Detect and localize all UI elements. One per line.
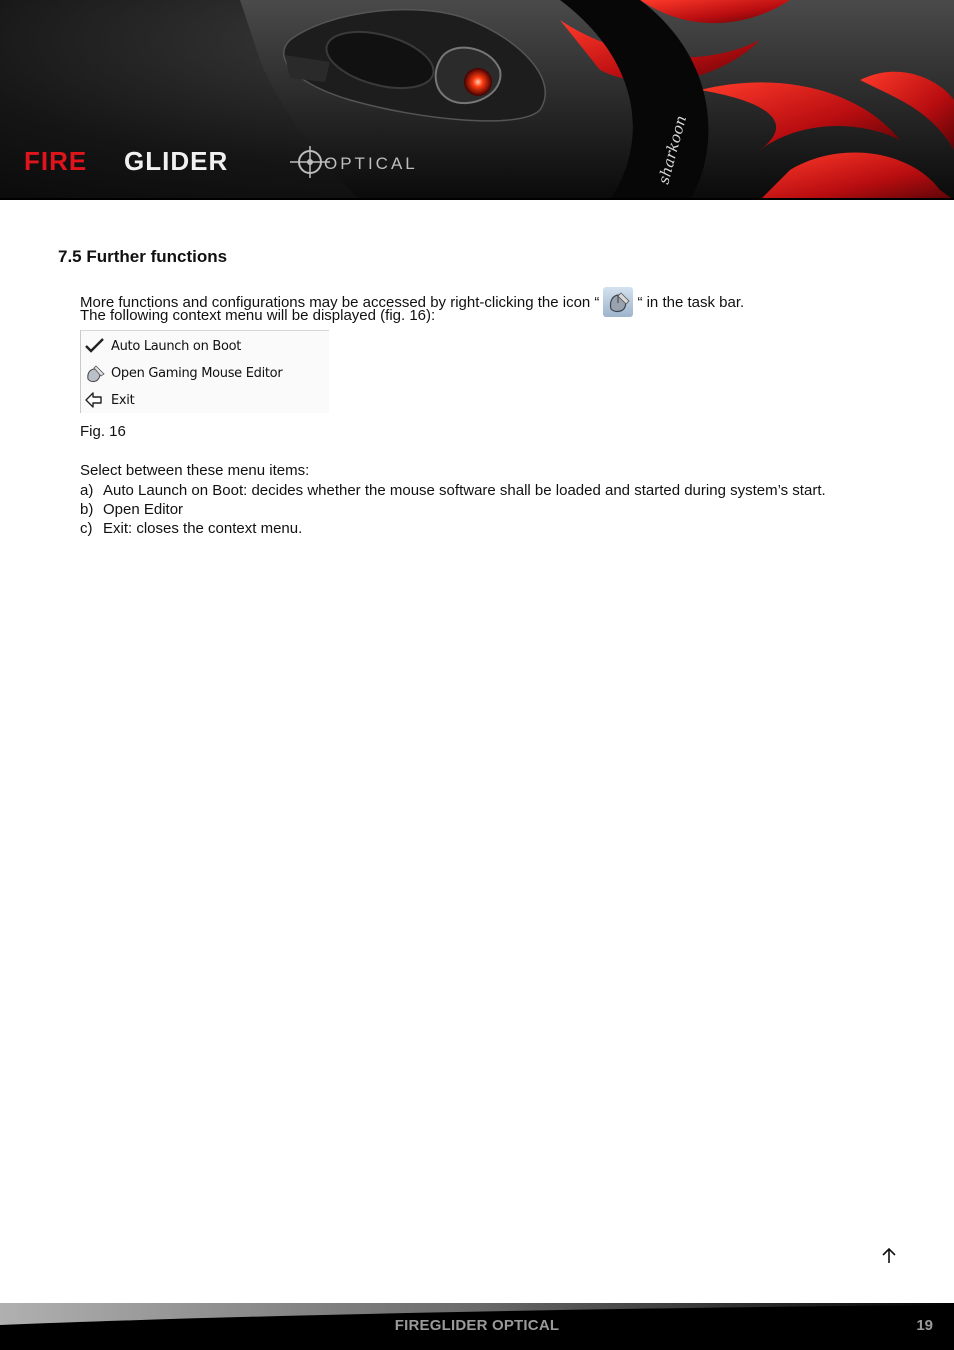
list-item-text: Auto Launch on Boot: decides whether the mouse software shall be loaded and started during system’s start. [103,482,826,499]
menu-item-exit[interactable] [81,388,329,412]
list-item-text: Open Editor [103,501,184,518]
exit-arrow-icon [81,389,109,411]
figure-caption: Fig. 16 [80,423,126,440]
banner-divider [0,198,954,200]
menu-item-open-editor[interactable] [81,361,329,385]
list-marker: a) [80,482,94,499]
page-number: 19 [916,1317,933,1334]
list-marker: b) [80,501,94,518]
footer-title: FIREGLIDER OPTICAL [394,1317,560,1334]
intro-text-before-icon: More functions and configurations may be accessed by right-clicking the icon “ [80,294,600,311]
sharkoon-logo: sharkoon [654,113,691,187]
context-menu [80,330,329,413]
list-item [80,500,900,519]
brand-fire: FIRE [24,146,88,176]
mouse-product-artwork [0,0,954,200]
checkmark-icon [81,335,109,357]
menu-item-label: Open Gaming Mouse Editor [111,365,283,381]
menu-item-label: Auto Launch on Boot [111,338,242,354]
list-item [80,481,900,500]
menu-item-auto-launch[interactable] [81,334,329,358]
mouse-editor-icon [81,362,109,384]
list-marker: c) [80,520,93,537]
menu-description-intro: Select between these menu items: [80,462,310,479]
header-banner [0,0,954,200]
list-item-text: Exit: closes the context menu. [103,520,303,537]
back-to-top-arrow-icon[interactable] [879,1246,899,1266]
page-footer [0,1303,954,1350]
brand-optical: OPTICAL [324,154,418,173]
section-heading: 7.5 Further functions [58,247,228,266]
menu-description-list [80,481,900,538]
intro-text-after-icon: “ in the task bar. [637,294,745,311]
context-menu-intro: The following context menu will be displayed (fig. 16): [80,307,436,324]
list-item [80,519,900,538]
brand-glider: GLIDER [124,146,229,176]
menu-item-label: Exit [111,392,135,408]
gaming-mouse-tray-icon [603,287,633,317]
